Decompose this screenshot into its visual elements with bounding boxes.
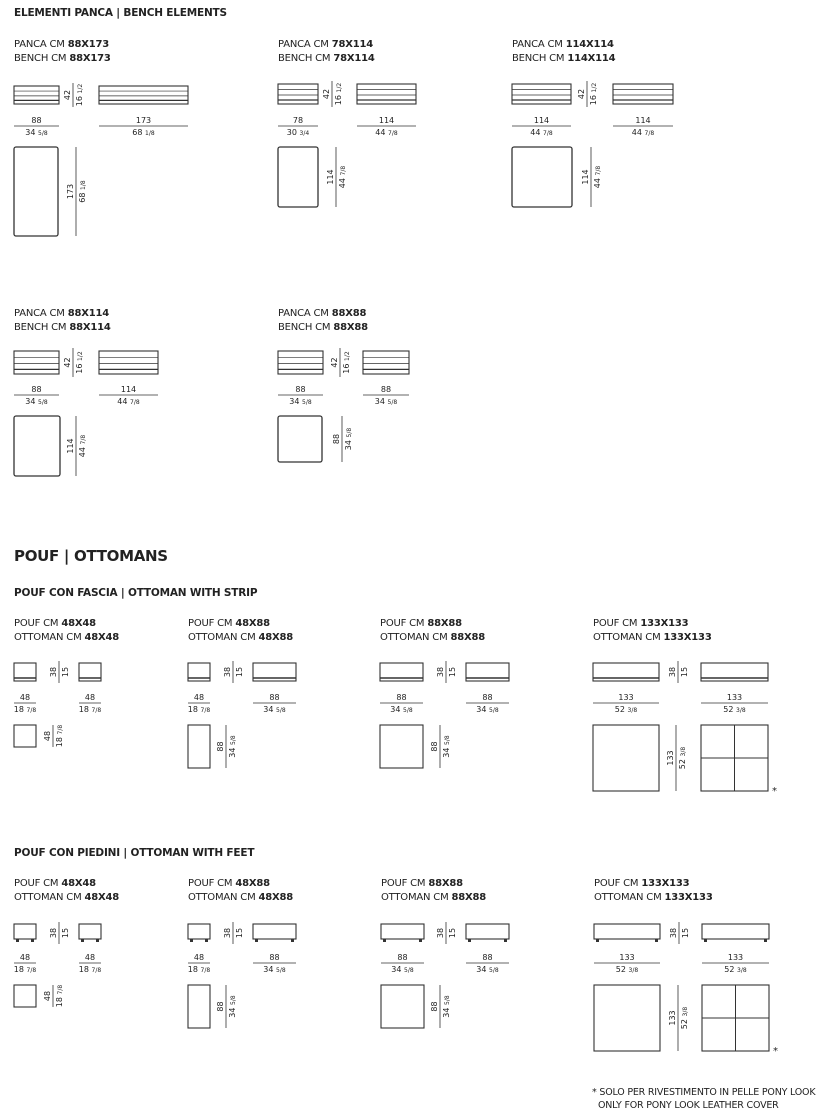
dimension-in-label: 15 <box>61 927 70 939</box>
dimension-in-label: 52 3/8 <box>615 965 639 974</box>
ottoman-side-view <box>594 924 660 939</box>
dimension-in-label: 52 3/8 <box>680 1006 689 1030</box>
dimension-cm-label: 114 <box>326 169 335 185</box>
dimension-in-label: 15 <box>448 666 457 678</box>
dimension-cm-label: 88 <box>482 693 493 702</box>
dimension-in-label: 34 5/8 <box>476 705 499 714</box>
dimension-in-label: 34 5/8 <box>476 965 499 974</box>
dimension-cm-label: 38 <box>223 927 232 939</box>
dimension-in-label: 15 <box>61 666 70 678</box>
dimension-cm-label: 88 <box>380 385 392 394</box>
bench-side-view <box>14 86 59 104</box>
strip-item-title: POUF CM 133X133 OTTOMAN CM 133X133 <box>593 618 712 643</box>
dimension-cm-label: 173 <box>135 116 152 125</box>
ottoman-side-view <box>381 924 424 939</box>
dimension-in-label: 18 7/8 <box>78 965 102 974</box>
dimension-cm-label: 48 <box>84 693 96 702</box>
dimension-cm-label: 88 <box>397 953 408 962</box>
ottoman-foot <box>81 939 84 942</box>
dimension-cm-label: 114 <box>581 169 590 185</box>
dimension-cm-label: 48 <box>84 953 96 962</box>
dimension-cm-label: 114 <box>533 116 550 125</box>
bench-item-title: PANCA CM 88X88 BENCH CM 88X88 <box>278 308 368 333</box>
dimension-cm-label: 38 <box>436 666 445 678</box>
dimension-cm-label: 88 <box>332 433 341 445</box>
ottoman-side-view <box>253 924 296 939</box>
ottoman-side-view <box>188 924 210 939</box>
ottoman-foot <box>31 939 34 942</box>
dimension-in-label: 16 1/2 <box>75 351 84 374</box>
dimension-in-label: 44 7/8 <box>530 128 553 137</box>
dimension-cm-label: 133 <box>727 953 744 962</box>
dimension-in-label: 44 7/8 <box>593 165 602 189</box>
bench-plan-view <box>14 147 58 236</box>
ottoman-plan-view <box>593 725 659 791</box>
dimension-cm-label: 38 <box>436 927 445 939</box>
feet-item-title: POUF CM 48X48 OTTOMAN CM 48X48 <box>14 878 120 903</box>
dimension-in-label: 34 5/8 <box>344 427 353 451</box>
dimension-in-label: 18 7/8 <box>187 965 211 974</box>
dimension-cm-label: 88 <box>31 385 42 394</box>
feet-item-title: POUF CM 88X88 OTTOMAN CM 88X88 <box>381 878 487 903</box>
dimension-cm-label: 42 <box>63 357 72 368</box>
dimension-in-label: 34 5/8 <box>25 397 48 406</box>
ottoman-foot <box>596 939 599 942</box>
dimension-cm-label: 114 <box>635 116 651 125</box>
dimension-cm-label: 38 <box>49 927 58 939</box>
dimension-in-label: 16 1/2 <box>342 351 351 374</box>
dimension-in-label: 44 7/8 <box>338 165 347 189</box>
bench-side-view <box>512 84 571 104</box>
dimension-cm-label: 48 <box>43 990 52 1002</box>
dimension-in-label: 52 3/8 <box>614 705 638 714</box>
bench-item-title: PANCA CM 78X114 BENCH CM 78X114 <box>278 39 375 64</box>
dimension-in-label: 34 5/8 <box>228 735 237 758</box>
bench-item-title: PANCA CM 88X173 BENCH CM 88X173 <box>14 39 111 64</box>
ottoman-foot <box>255 939 258 942</box>
dimension-cm-label: 173 <box>66 183 75 200</box>
dimension-in-label: 15 <box>681 927 690 939</box>
ottoman-plan-view <box>594 985 660 1051</box>
dimension-in-label: 34 5/8 <box>263 705 286 714</box>
ottoman-plan-view <box>380 725 423 768</box>
dimension-cm-label: 88 <box>31 116 42 125</box>
dimension-in-label: 34 5/8 <box>391 965 414 974</box>
dimension-cm-label: 133 <box>619 953 635 962</box>
dimension-cm-label: 133 <box>618 693 634 702</box>
bench-side-view <box>99 86 188 104</box>
ottoman-foot <box>504 939 507 942</box>
footnote-line-2: ONLY FOR PONY LOOK LEATHER COVER <box>598 1100 779 1111</box>
strip-section-heading: POUF CON FASCIA | OTTOMAN WITH STRIP <box>14 587 258 599</box>
footnote-line-1: * SOLO PER RIVESTIMENTO IN PELLE PONY LOOK <box>592 1087 816 1098</box>
feet-item-title: POUF CM 48X88 OTTOMAN CM 48X88 <box>188 878 294 903</box>
ottoman-foot <box>764 939 767 942</box>
bench-side-view <box>99 351 158 374</box>
bench-side-view <box>357 84 416 104</box>
strip-item-title: POUF CM 88X88 OTTOMAN CM 88X88 <box>380 618 486 643</box>
dimension-in-label: 30 3/4 <box>286 128 310 137</box>
dimension-in-label: 52 3/8 <box>724 965 747 974</box>
dimension-in-label: 18 7/8 <box>187 705 211 714</box>
bench-side-view <box>278 351 323 374</box>
dimension-in-label: 44 7/8 <box>78 434 87 458</box>
dimension-in-label: 52 3/8 <box>678 746 687 770</box>
dimension-in-label: 34 5/8 <box>374 397 398 406</box>
dimension-in-label: 34 5/8 <box>390 705 413 714</box>
pouf-section-heading: POUF | OTTOMANS <box>14 547 168 565</box>
bench-plan-view <box>512 147 572 207</box>
dimension-cm-label: 48 <box>19 693 31 702</box>
asterisk-mark: * <box>772 786 777 797</box>
ottoman-plan-view <box>14 985 36 1007</box>
dimension-cm-label: 88 <box>396 693 407 702</box>
dimension-cm-label: 133 <box>668 1010 677 1026</box>
dimension-cm-label: 88 <box>295 385 306 394</box>
ottoman-foot <box>190 939 193 942</box>
dimension-cm-label: 42 <box>322 88 331 100</box>
dimension-in-label: 44 7/8 <box>375 128 398 137</box>
dimension-in-label: 68 1/8 <box>132 128 155 137</box>
ottoman-plan-view <box>188 725 210 768</box>
dimension-in-label: 16 1/2 <box>589 82 598 106</box>
dimension-cm-label: 38 <box>668 666 677 678</box>
asterisk-mark: * <box>773 1046 778 1057</box>
dimension-in-label: 34 5/8 <box>263 965 286 974</box>
dimension-cm-label: 114 <box>66 438 75 454</box>
dimension-cm-label: 48 <box>19 953 31 962</box>
dimension-cm-label: 114 <box>378 116 395 125</box>
bench-item-title: PANCA CM 114X114 BENCH CM 114X114 <box>512 39 616 64</box>
ottoman-side-view <box>14 924 36 939</box>
feet-item-title: POUF CM 133X133 OTTOMAN CM 133X133 <box>594 878 713 903</box>
dimension-in-label: 15 <box>235 666 244 678</box>
ottoman-side-view <box>702 924 769 939</box>
dimension-in-label: 34 5/8 <box>25 128 48 137</box>
ottoman-plan-view <box>188 985 210 1028</box>
bench-item-title: PANCA CM 88X114 BENCH CM 88X114 <box>14 308 111 333</box>
dimension-in-label: 16 1/2 <box>75 83 84 107</box>
bench-plan-view <box>278 147 318 207</box>
dimension-in-label: 44 7/8 <box>117 397 140 406</box>
dimension-cm-label: 133 <box>726 693 743 702</box>
dimension-cm-label: 88 <box>269 693 280 702</box>
dimension-in-label: 34 5/8 <box>289 397 312 406</box>
dimension-cm-label: 78 <box>292 116 304 125</box>
bench-section-heading: ELEMENTI PANCA | BENCH ELEMENTS <box>14 7 227 19</box>
ottoman-foot <box>291 939 294 942</box>
dimension-in-label: 18 7/8 <box>78 705 102 714</box>
ottoman-foot <box>655 939 658 942</box>
dimension-in-label: 18 7/8 <box>13 965 37 974</box>
dimension-cm-label: 88 <box>216 1001 225 1012</box>
dimension-cm-label: 88 <box>482 953 493 962</box>
ottoman-side-view <box>79 924 101 939</box>
dimension-cm-label: 88 <box>269 953 280 962</box>
bench-side-view <box>613 84 673 104</box>
dimension-cm-label: 48 <box>193 953 205 962</box>
ottoman-foot <box>383 939 386 942</box>
ottoman-plan-view <box>381 985 424 1028</box>
ottoman-foot <box>205 939 208 942</box>
bench-plan-view <box>278 416 322 462</box>
dimension-cm-label: 38 <box>669 927 678 939</box>
dimension-cm-label: 38 <box>223 666 232 678</box>
dimension-cm-label: 88 <box>216 741 225 752</box>
dimension-in-label: 52 3/8 <box>723 705 746 714</box>
dimension-in-label: 18 7/8 <box>13 705 37 714</box>
dimension-in-label: 34 5/8 <box>442 995 451 1018</box>
dimension-cm-label: 88 <box>430 741 439 752</box>
ottoman-foot <box>468 939 471 942</box>
strip-item-title: POUF CM 48X48 OTTOMAN CM 48X48 <box>14 618 120 643</box>
dimension-in-label: 15 <box>235 927 244 939</box>
bench-side-view <box>14 351 59 374</box>
dimension-cm-label: 114 <box>120 385 137 394</box>
dimension-cm-label: 42 <box>577 88 586 100</box>
ottoman-foot <box>16 939 19 942</box>
dimension-cm-label: 133 <box>666 750 675 766</box>
feet-section-heading: POUF CON PIEDINI | OTTOMAN WITH FEET <box>14 847 255 859</box>
dimension-in-label: 15 <box>680 666 689 678</box>
dimension-cm-label: 48 <box>43 730 52 742</box>
bench-plan-view <box>14 416 60 476</box>
dimension-in-label: 18 7/8 <box>55 724 64 748</box>
bench-side-view <box>363 351 409 374</box>
dimension-in-label: 44 7/8 <box>631 128 655 137</box>
dimension-cm-label: 38 <box>49 666 58 678</box>
dimension-cm-label: 48 <box>193 693 205 702</box>
dimension-in-label: 34 5/8 <box>442 735 451 758</box>
ottoman-foot <box>704 939 707 942</box>
dimension-in-label: 68 1/8 <box>78 180 87 203</box>
strip-item-title: POUF CM 48X88 OTTOMAN CM 48X88 <box>188 618 294 643</box>
ottoman-side-view <box>466 924 509 939</box>
ottoman-foot <box>419 939 422 942</box>
ottoman-foot <box>96 939 99 942</box>
bench-side-view <box>278 84 318 104</box>
dimension-in-label: 34 5/8 <box>228 995 237 1018</box>
dimension-cm-label: 42 <box>63 89 72 101</box>
dimension-in-label: 15 <box>448 927 457 939</box>
dimension-in-label: 16 1/2 <box>334 82 343 106</box>
ottoman-plan-view <box>14 725 36 747</box>
dimension-cm-label: 42 <box>330 357 339 368</box>
dimension-cm-label: 88 <box>430 1001 439 1012</box>
dimension-in-label: 18 7/8 <box>55 984 64 1008</box>
